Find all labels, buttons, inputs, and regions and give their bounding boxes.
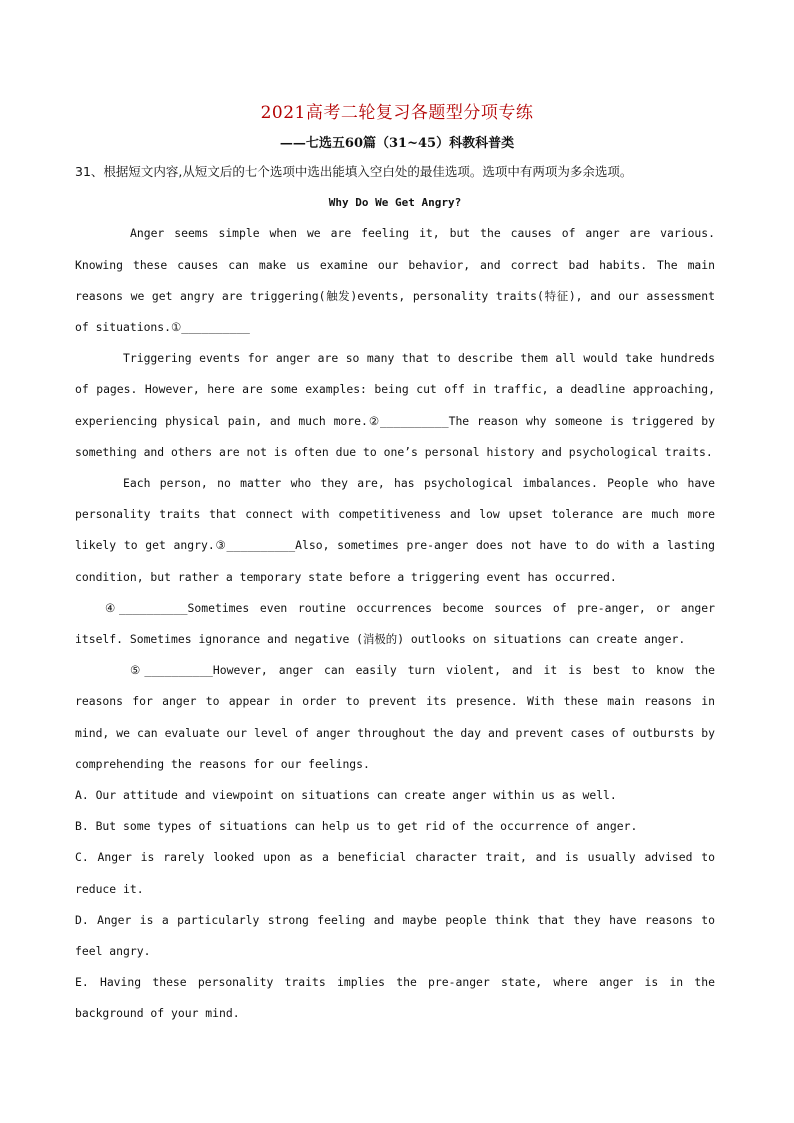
passage-paragraph-1: Anger seems simple when we are feeling it, but the causes of anger are various. Knowing these causes can make us examine our behavior, and correct bad habits. The main reasons we get angry are triggering(触发)events, personality traits(特征), and our assessment of situations.①__________: [75, 226, 715, 335]
passage-paragraph-3: Each person, no matter who they are, has psychological imbalances. People who have personality traits that connect with competitiveness and low upset tolerance are much more likely to get angry.③__________Also, sometimes pre-anger does not have to do with a lasting condition, but rather a temporary state before a triggering event has occurred.: [75, 476, 715, 584]
option-c: C. Anger is rarely looked upon as a beneficial character trait, and is usually advised to reduce it.: [75, 850, 715, 896]
passage-paragraph-2: Triggering events for anger are so many that to describe them all would take hundreds of pages. However, here are some examples: being cut off in traffic, a deadline approaching, experiencing physical pain, and much more.②__________The reason why someone is triggered by something and others are not is often due to one’s personal history and psychological traits.: [75, 351, 715, 459]
option-d: D. Anger is a particularly strong feeling and maybe people think that they have reasons to feel angry.: [75, 912, 715, 959]
option-e: E. Having these personality traits implies the pre-anger state, where anger is in the background of your mind.: [75, 975, 715, 1021]
passage-paragraph-5: ⑤__________However, anger can easily turn violent, and it is best to know the reasons for anger to appear in order to prevent its presence. With these main reasons in mind, we can evaluate our level of anger throughout the day and prevent cases of outbursts by comprehending the reasons for our feelings.: [75, 663, 715, 771]
passage-title: Why Do We Get Angry?: [328, 196, 462, 210]
document-title: 2021高考二轮复习各题型分项专练: [260, 103, 534, 123]
question-instruction: 31、根据短文内容,从短文后的七个选项中选出能填入空白处的最佳选项。选项中有两项为多余选项。: [75, 164, 633, 179]
passage-paragraph-4: ④__________Sometimes even routine occurrences become sources of pre-anger, or anger itself. Sometimes ignorance and negative (消极的) outlooks on situations can create anger.: [75, 600, 715, 647]
option-b: B. But some types of situations can help us to get rid of the occurrence of anger.: [75, 819, 638, 834]
option-a: A. Our attitude and viewpoint on situations can create anger within us as well.: [75, 788, 617, 803]
document-subtitle: ——七选五60篇（31~45）科教科普类: [279, 136, 515, 151]
document-body: [75, 156, 715, 1030]
